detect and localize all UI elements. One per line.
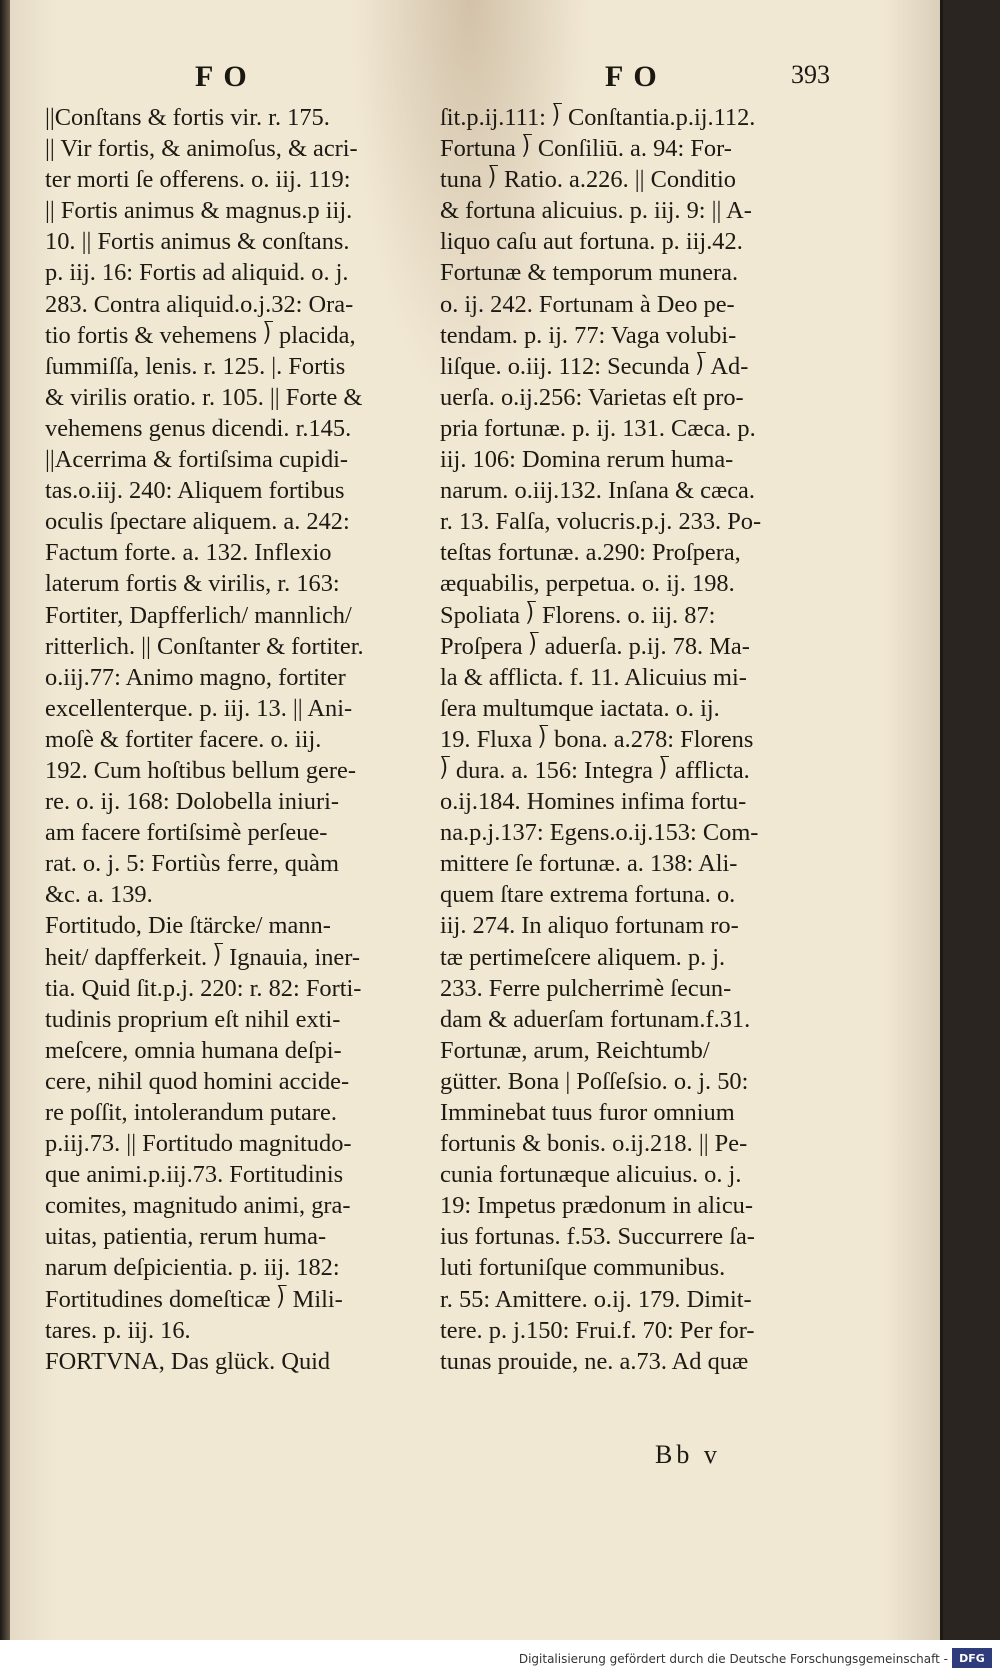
- text-line: que animi.p.iij.73. Fortitudinis: [45, 1161, 344, 1189]
- text-line: Proſpera ⟌ aduerſa. p.ij. 78. Ma-: [440, 632, 750, 660]
- text-line: tæ pertimeſcere aliquem. p. j.: [440, 943, 726, 971]
- text-line: Fortuna ⟌ Conſiliū. a. 94: For-: [440, 135, 732, 163]
- text-line: tudinis proprium eſt nihil exti-: [45, 1005, 341, 1033]
- text-line: vehemens genus dicendi. r.145.: [45, 414, 352, 442]
- text-line: tio fortis & vehemens ⟌ placida,: [45, 321, 356, 349]
- text-line: la & afflicta. f. 11. Alicuius mi-: [440, 663, 747, 691]
- text-line: excellenterque. p. iij. 13. || Ani-: [45, 694, 353, 722]
- text-line: 233. Ferre pulcherrimè ſecun-: [440, 974, 732, 1002]
- text-line: o.ij.184. Homines infima fortu-: [440, 788, 747, 816]
- text-line: cunia fortunæque alicuius. o. j.: [440, 1161, 742, 1189]
- text-line: re poſſit, intolerandum putare.: [45, 1099, 337, 1126]
- text-line: ſummiſſa, lenis. r. 125. |. Fortis: [45, 352, 346, 380]
- text-line: na.p.j.137: Egens.o.ij.153: Com-: [440, 819, 759, 847]
- page-header: [45, 60, 840, 96]
- signature-mark: Bb v: [655, 1440, 721, 1469]
- text-line: gütter. Bona | Poſſeſsio. o. j. 50:: [440, 1067, 749, 1095]
- text-line: & fortuna alicuius. p. iij. 9: || A-: [440, 197, 752, 225]
- text-line: Fortitudines domeſticæ ⟌ Mili-: [45, 1285, 343, 1313]
- text-line: liquo caſu aut fortuna. p. iij.42.: [440, 228, 743, 256]
- text-line: laterum fortis & virilis, r. 163:: [45, 570, 340, 598]
- text-line: re. o. ij. 168: Dolobella iniuri-: [45, 788, 339, 816]
- text-line: & virilis oratio. r. 105. || Forte &: [45, 383, 363, 411]
- text-line: ⟌ dura. a. 156: Integra ⟌ afflicta.: [440, 756, 750, 784]
- text-line: Imminebat tuus furor omnium: [440, 1099, 735, 1126]
- page-number: 393: [791, 60, 830, 89]
- text-line: oculis ſpectare aliquem. a. 242:: [45, 508, 350, 536]
- text-line: o. ij. 242. Fortunam à Deo pe-: [440, 290, 735, 318]
- text-line: FORTVNA, Das glück. Quid: [45, 1347, 331, 1375]
- text-line: uerſa. o.ij.256: Varietas eſt pro-: [440, 383, 744, 411]
- text-line: o.iij.77: Animo magno, fortiter: [45, 663, 346, 691]
- text-line: ius fortunas. f.53. Succurrere ſa-: [440, 1223, 755, 1251]
- text-line: ter morti ſe offerens. o. iij. 119:: [45, 166, 351, 194]
- text-line: narum. o.iij.132. Inſana & cæca.: [440, 477, 755, 505]
- text-line: uitas, patientia, rerum huma-: [45, 1223, 327, 1251]
- header-right-catchword: FO: [605, 60, 667, 93]
- text-line: cere, nihil quod homini accide-: [45, 1067, 350, 1095]
- text-line: 10. || Fortis animus & conſtans.: [45, 228, 350, 256]
- text-line: ſera multumque iactata. o. ij.: [440, 694, 720, 722]
- text-line: || Fortis animus & magnus.p iij.: [45, 197, 353, 225]
- text-line: comites, magnitudo animi, gra-: [45, 1192, 351, 1220]
- text-line: fortunis & bonis. o.ij.218. || Pe-: [440, 1130, 748, 1158]
- text-line: ſit.p.ij.111: ⟌ Conſtantia.p.ij.112.: [440, 104, 756, 131]
- text-line: tendam. p. ij. 77: Vaga volubi-: [440, 321, 737, 349]
- text-line: &c. a. 139.: [45, 881, 153, 909]
- text-line: ||Conſtans & fortis vir. r. 175.: [45, 104, 330, 131]
- text-line: rat. o. j. 5: Fortiùs ferre, quàm: [45, 850, 339, 878]
- text-line: dam & aduerſam fortunam.f.31.: [440, 1005, 751, 1033]
- text-line: Fortunæ, arum, Reichtumb/: [440, 1036, 710, 1064]
- text-line: iij. 106: Domina rerum huma-: [440, 446, 734, 474]
- text-line: Fortiter, Dapfferlich/ mannlich/: [45, 601, 352, 629]
- text-line: 19: Impetus prædonum in alicu-: [440, 1192, 753, 1220]
- text-line: liſque. o.iij. 112: Secunda ⟌ Ad-: [440, 352, 749, 380]
- text-line: iij. 274. In aliquo fortunam ro-: [440, 912, 739, 940]
- text-line: meſcere, omnia humana deſpi-: [45, 1036, 342, 1064]
- text-line: tas.o.iij. 240: Aliquem fortibus: [45, 477, 345, 505]
- text-line: Factum forte. a. 132. Inflexio: [45, 539, 332, 567]
- text-line: teſtas fortunæ. a.290: Proſpera,: [440, 539, 741, 567]
- text-line: tuna ⟌ Ratio. a.226. || Conditio: [440, 166, 737, 194]
- text-line: heit/ dapfferkeit. ⟌ Ignauia, iner-: [45, 943, 360, 971]
- book-binding-edge: [0, 0, 10, 1640]
- text-line: tares. p. iij. 16.: [45, 1316, 191, 1344]
- dfg-logo: DFG: [952, 1648, 992, 1668]
- left-text-column: [45, 102, 445, 1377]
- text-line: p.iij.73. || Fortitudo magnitudo-: [45, 1130, 352, 1158]
- header-left-catchword: FO: [195, 60, 257, 93]
- text-line: 19. Fluxa ⟌ bona. a.278: Florens: [440, 725, 754, 753]
- credit-text: Digitalisierung gefördert durch die Deutsche Forschungsgemeinschaft -: [518, 1652, 948, 1666]
- text-line: 283. Contra aliquid.o.j.32: Ora-: [45, 290, 354, 318]
- text-line: narum deſpicientia. p. iij. 182:: [45, 1254, 340, 1282]
- text-line: am facere fortiſsimè perſeue-: [45, 819, 328, 847]
- text-line: mittere ſe fortunæ. a. 138: Ali-: [440, 850, 738, 878]
- right-text-column: [440, 102, 840, 1377]
- text-line: pria fortunæ. p. ij. 131. Cæca. p.: [440, 414, 756, 442]
- text-line: luti fortuniſque communibus.: [440, 1254, 726, 1282]
- text-line: moſè & fortiter facere. o. iij.: [45, 725, 322, 753]
- text-line: Fortunæ & temporum munera.: [440, 259, 739, 287]
- text-line: ||Acerrima & fortiſsima cupidi-: [45, 446, 349, 474]
- text-line: ritterlich. || Conſtanter & fortiter.: [45, 632, 364, 660]
- text-line: tere. p. j.150: Frui.f. 70: Per for-: [440, 1316, 755, 1344]
- text-line: tunas prouide, ne. a.73. Ad quæ: [440, 1347, 749, 1375]
- text-line: Spoliata ⟌ Florens. o. iij. 87:: [440, 601, 716, 629]
- text-line: r. 13. Falſa, volucris.p.j. 233. Po-: [440, 508, 762, 536]
- text-line: p. iij. 16: Fortis ad aliquid. o. j.: [45, 259, 349, 287]
- text-line: quem ſtare extrema fortuna. o.: [440, 881, 736, 909]
- text-line: Fortitudo, Die ſtärcke/ mann-: [45, 912, 331, 940]
- text-line: 192. Cum hoſtibus bellum gere-: [45, 756, 356, 784]
- text-line: || Vir fortis, & animoſus, & acri-: [45, 135, 358, 163]
- text-line: tia. Quid ſit.p.j. 220: r. 82: Forti-: [45, 974, 362, 1002]
- text-line: æquabilis, perpetua. o. ij. 198.: [440, 570, 735, 598]
- digitization-credit-bar: [0, 1640, 1000, 1676]
- text-line: r. 55: Amittere. o.ij. 179. Dimit-: [440, 1285, 752, 1313]
